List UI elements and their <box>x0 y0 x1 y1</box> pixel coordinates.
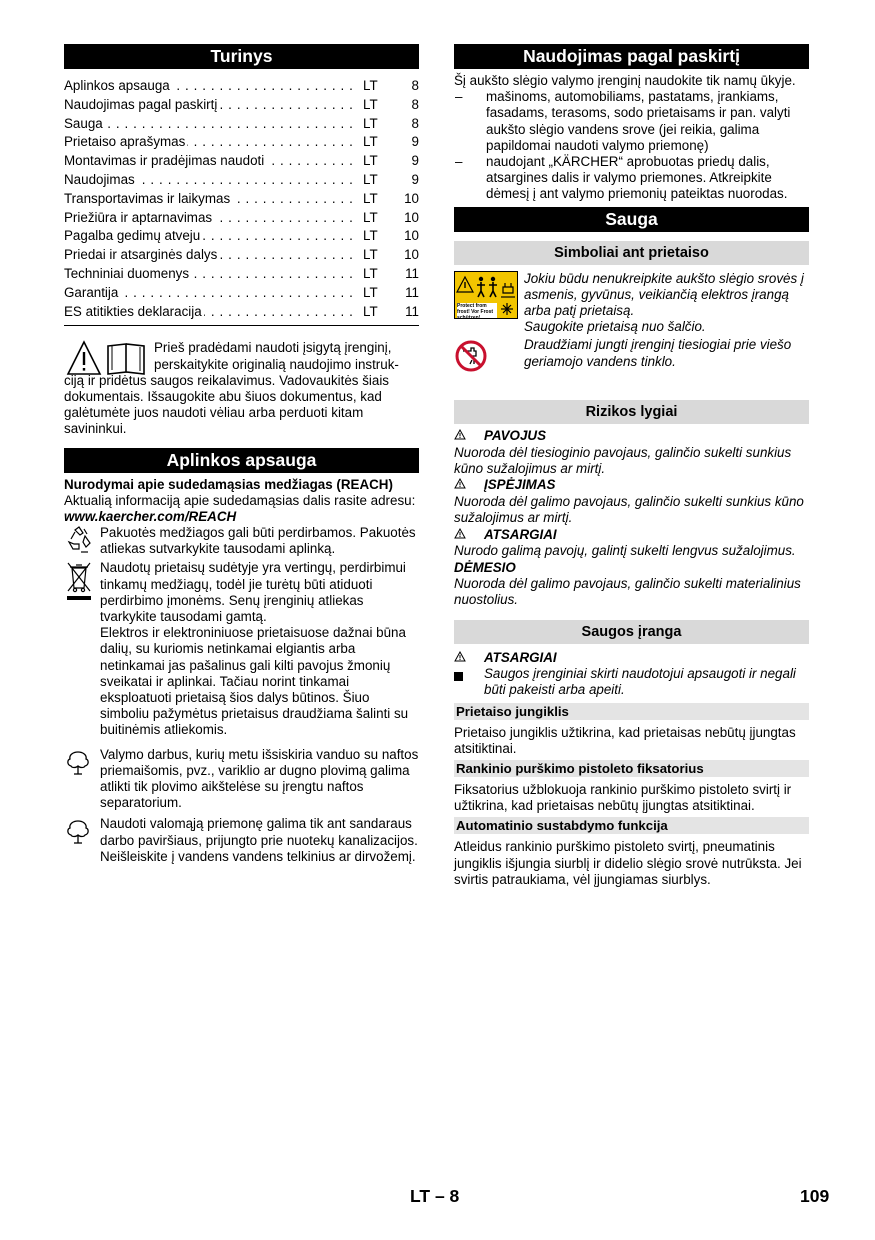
toc-title: Priežiūra ir aptarnavimas <box>64 209 213 225</box>
water-text-1: Valymo darbus, kurių metu išsiskiria vanduo su naftos priemaišomis, pvz., variklio ar dugno plovimą galima atlikti tik plovimo aikštelėse su įrengtu naftos separatorium. <box>100 746 419 811</box>
toc-row <box>64 303 419 322</box>
reach-text: Aktualią informaciją apie sudedamąsias dalis rasite adresu: <box>64 492 416 508</box>
toc-title: Priedai ir atsarginės dalys <box>64 247 218 263</box>
toc-page: 11 <box>405 265 419 281</box>
toc-page: 8 <box>411 115 419 131</box>
toc-row <box>64 96 419 115</box>
env-heading: Aplinkos apsauga <box>64 448 419 473</box>
reach-url: www.kaercher.com/REACH <box>64 508 237 524</box>
toc-row <box>64 152 419 171</box>
warning-triangle-icon <box>454 478 466 489</box>
toc-row <box>64 133 419 152</box>
toc-title: Pagalba gedimų atveju <box>64 228 201 244</box>
risk-heading: Rizikos lygiai <box>454 400 809 424</box>
toc-title: Naudojimas <box>64 171 135 187</box>
toc-title: Garantija <box>64 284 119 300</box>
notice-label: DĖMESIO <box>454 559 516 575</box>
list-item: – naudojant „KÄRCHER“ aprobuotas priedų dalis, atsargines dalis ir valymo priemones. Atkreipkite dėmesį į ant valymo priemonių pateiktas nuorodas. <box>455 154 788 202</box>
snowflake-icon <box>500 302 514 316</box>
use-intro: Šį aukšto slėgio valymo įrenginį naudokite tik namų ūkyje. <box>454 73 796 88</box>
toc-lang: LT <box>363 96 378 112</box>
warning-triangle-icon <box>454 651 466 662</box>
intro-text: ciją ir pridėtus saugos reikalavimus. Vadovaukitės šiais dokumentais. Išsaugokite abu šiuos dokumentus, kad galėtumėte juos naudoti vėliau arba perduoti kitam savininkui. <box>64 372 389 437</box>
symbols-heading: Simboliai ant prietaiso <box>454 241 809 265</box>
toc-page: 8 <box>411 96 419 112</box>
toc-lang: LT <box>363 153 378 169</box>
toc-title: Montavimas ir pradėjimas naudoti <box>64 153 265 169</box>
toc-title: Sauga <box>64 115 103 131</box>
spray-hazard-icon <box>455 273 517 303</box>
lock-heading: Rankinio purškimo pistoleto fiksatorius <box>454 760 809 777</box>
toc-page: 9 <box>411 171 419 187</box>
water-protection-icon <box>64 818 92 846</box>
toc-page: 8 <box>411 78 419 93</box>
toc-page: 10 <box>404 209 419 225</box>
toc-title: Aplinkos apsauga <box>64 78 170 93</box>
toc-lang: LT <box>363 78 378 93</box>
safety-heading: Sauga <box>454 207 809 232</box>
toc-lang: LT <box>363 134 378 150</box>
warning-manual-icon <box>66 340 148 376</box>
toc-page: 9 <box>411 153 419 169</box>
toc-page: 10 <box>404 247 419 263</box>
water-block-2 <box>64 816 419 865</box>
toc-lang: LT <box>363 284 378 300</box>
toc-lang: LT <box>363 247 378 263</box>
switch-heading: Prietaiso jungiklis <box>454 703 809 720</box>
risk-list <box>454 428 809 609</box>
switch-text: Prietaiso jungiklis užtikrina, kad prietaisas nebūtų įjungtas atsitiktinai. <box>454 724 796 756</box>
toc-row <box>64 227 419 246</box>
equip-heading: Saugos įranga <box>454 620 809 644</box>
warning-triangle-icon <box>454 528 466 539</box>
risk-item: ĮSPĖJIMAS Nuoroda dėl galimo pavojaus, galinčio sukelti sunkius kūno sužalojimus ar mirtį. <box>454 477 804 526</box>
toc-row <box>64 246 419 265</box>
list-item: – mašinoms, automobiliams, pastatams, įrankiams, fasadams, terasoms, sodo prietaisams ir pan. valyti aukšto slėgio vandens srove (jei reikia, galima papildomai naudoti valymo priemonę) <box>455 89 791 153</box>
toc-lang: LT <box>363 190 378 206</box>
recycle-icon <box>64 525 94 555</box>
toc-row <box>64 265 419 284</box>
toc-lang: LT <box>363 228 378 244</box>
toc-page: 10 <box>404 228 419 244</box>
device-warning-label <box>454 271 518 319</box>
reach-title: Nurodymai apie sudedamąsias medžiagas (REACH) <box>64 476 393 492</box>
intro-block <box>64 340 419 437</box>
toc-row <box>64 209 419 228</box>
symbol-text-1b: Saugokite prietaisą nuo šalčio. <box>524 319 706 335</box>
crossed-bin-icon <box>64 560 94 606</box>
footer-page-number: 109 <box>800 1186 830 1206</box>
toc-lang: LT <box>363 209 378 225</box>
toc-title: Prietaiso aprašymas <box>64 134 186 150</box>
symbol-text-2: Draudžiami jungti įrenginį tiesiogiai prie viešo geriamojo vandens tinklo. <box>524 337 792 369</box>
toc-page: 11 <box>405 303 419 319</box>
right-column <box>454 44 809 888</box>
toc-title: ES atitikties deklaracija <box>64 303 202 319</box>
recycle-block <box>64 525 419 559</box>
intro-line-1: Prieš pradėdami naudoti įsigytą įrenginį, <box>154 340 392 356</box>
lock-text: Fiksatorius užblokuoja rankinio purškimo pistoleto svirtį ir užtikrina, kad prietaisas nebūtų įjungtas atsitiktinai. <box>454 782 792 814</box>
equip-item: Saugos įrenginiai skirti naudotojui apsaugoti ir negali būti pakeisti arba apeiti. <box>454 666 809 698</box>
left-column <box>64 44 419 865</box>
use-heading: Naudojimas pagal paskirtį <box>454 44 809 69</box>
weee-block <box>64 560 419 625</box>
auto-heading: Automatinio sustabdymo funkcija <box>454 817 809 834</box>
toc-lang: LT <box>363 303 378 319</box>
intro-line-2: perskaitykite originalią naudojimo instruk- <box>154 356 399 372</box>
warning-triangle-icon <box>454 429 466 440</box>
toc-row <box>64 284 419 303</box>
toc-title: Techniniai duomenys <box>64 265 190 281</box>
recycle-text: Pakuotės medžiagos gali būti perdirbamos. Pakuotės atliekas sutvarkykite tausodami aplinką. <box>100 525 416 557</box>
symbol-block-1 <box>454 271 809 336</box>
equip-warning: ATSARGIAI <box>454 649 809 666</box>
toc-page: 10 <box>404 190 419 206</box>
toc-row <box>64 77 419 96</box>
symbol-text-1: Jokiu būdu nenukreipkite aukšto slėgio srovės į asmenis, gyvūnus, veikiančią elektros įrangą arba patį prietaisą. <box>524 270 804 319</box>
toc-title: Naudojimas pagal paskirtį <box>64 96 218 112</box>
toc-row <box>64 171 419 190</box>
bullet-square-icon <box>454 672 463 681</box>
notice-text: Nuoroda dėl galimo pavojaus, galinčio sukelti materialinius nuostolius. <box>454 575 801 608</box>
use-list <box>454 89 809 202</box>
toc-heading: Turinys <box>64 44 419 69</box>
toc-row <box>64 190 419 209</box>
footer-section: LT – 8 <box>410 1186 460 1206</box>
weee-text: Naudotų prietaisų sudėtyje yra vertingų, perdirbimui tinkamų medžiagų, todėl jie turėtų būti atiduoti perdirbimo įmonėms. Senų įrenginių atliekas tvarkykite tausodami gamtą. <box>100 560 406 624</box>
toc-lang: LT <box>363 171 378 187</box>
table-of-contents <box>64 77 419 326</box>
no-drinking-water-connection-icon <box>454 339 488 373</box>
frost-label-text: Protect from frost! Vor Frost schützen! <box>457 303 497 319</box>
toc-row <box>64 115 419 134</box>
toc-lang: LT <box>363 265 378 281</box>
risk-item: PAVOJUS Nuoroda dėl tiesioginio pavojaus, galinčio sukelti sunkius kūno sužalojimus ar mirtį. <box>454 428 792 476</box>
symbol-block-2 <box>454 337 809 377</box>
water-block-1 <box>64 747 419 812</box>
risk-item: ATSARGIAI Nurodo galimą pavojų, galintį sukelti lengvus sužalojimus. <box>454 526 796 559</box>
toc-title: Transportavimas ir laikymas <box>64 190 231 206</box>
auto-text: Atleidus rankinio purškimo pistoleto svirtį, pneumatinis jungiklis išjungia siurblį ir didelio slėgio srovė nutrūksta. Jei svirtis patraukiama, vėl įjungiamas siurblys. <box>454 839 802 887</box>
toc-page: 9 <box>411 134 419 150</box>
water-protection-icon <box>64 749 92 777</box>
toc-page: 11 <box>405 284 419 300</box>
weee-text-2: Elektros ir elektroniniuose prietaisuose dažnai būna dalių, su kuriomis netinkamai elgiantis arba netinkamai jas pašalinus gali kilti pavojus žmonių sveikatai ir aplinkai. Tačiau norint tinkamai eksploatuoti prietaisą šios dalys būtinos. Šiuo simboliu pažymėtus prietaisus draudžiama šalinti su buitinėmis atliekomis. <box>100 625 409 738</box>
water-text-2: Naudoti valomąją priemonę galima tik ant sandaraus darbo paviršiaus, prijungto prie nuotekų kanalizacijos. Neišleiskite į vandens vandens telkinius ar dirvožemį. <box>100 816 418 864</box>
toc-lang: LT <box>363 115 378 131</box>
